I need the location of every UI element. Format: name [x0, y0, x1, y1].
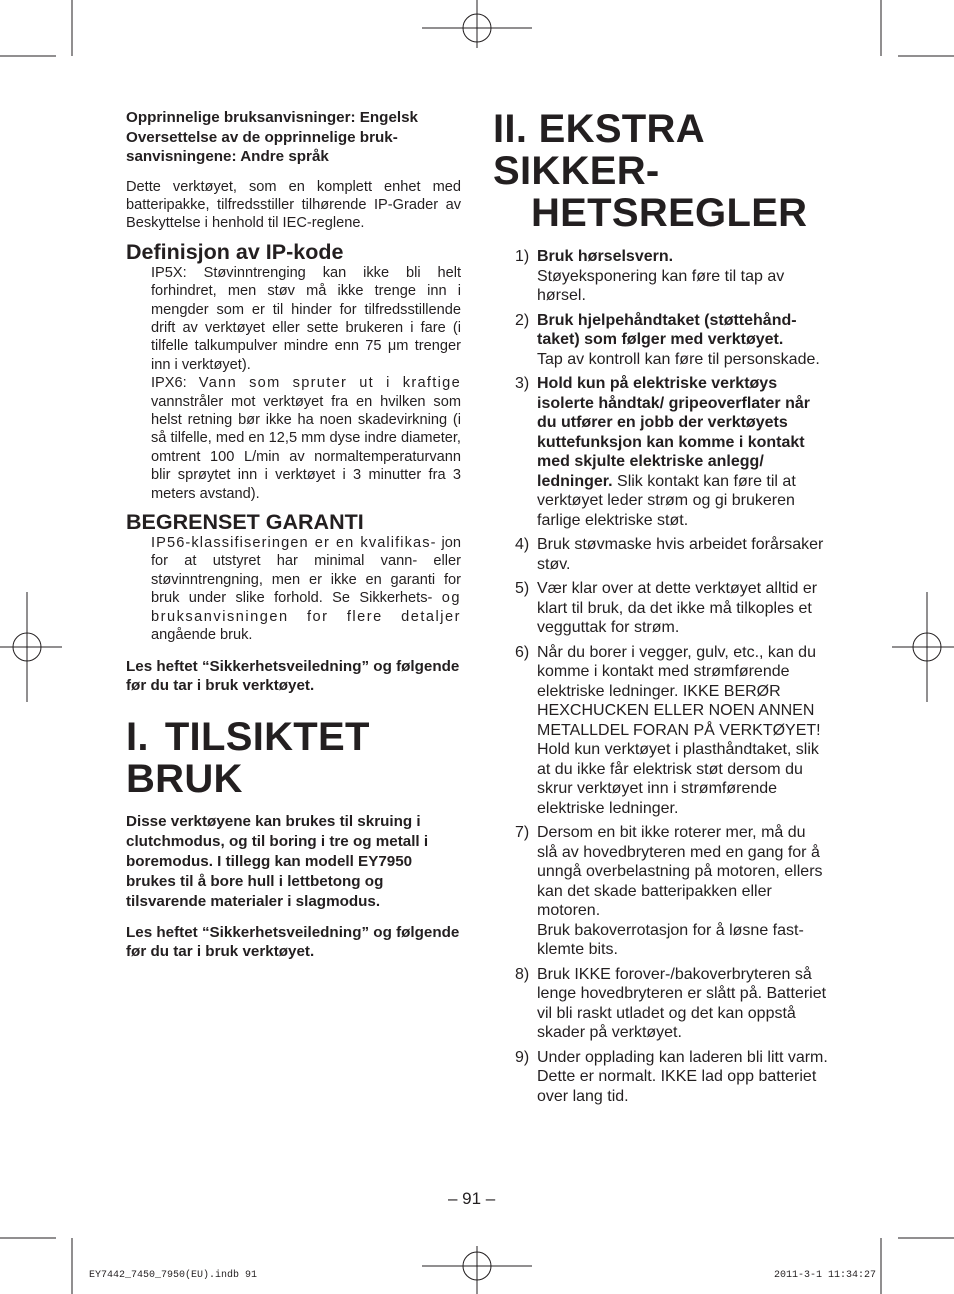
item-number: 7 ): [515, 823, 537, 843]
safety-note-1: Les heftet “Sikkerhetsveiledning” og følgende før du tar i bruk verktøyet.: [126, 658, 460, 695]
item-number: 4 ): [515, 535, 537, 555]
item-number: 6 ): [515, 643, 537, 663]
section-2-title-line1: II. EKSTRA SIKKER-: [493, 107, 704, 193]
list-item: [493, 374, 829, 530]
item-number: 1 ): [515, 247, 537, 267]
ip-code-definitions: [151, 264, 461, 503]
item-number: 5 ): [515, 579, 537, 599]
list-item: [493, 247, 829, 306]
warranty-text: [151, 534, 461, 644]
item-number: 8 ): [515, 965, 537, 985]
intended-use-text: Disse verktøyene kan brukes til skruing i clutchmodus, og til boring i tre og metall i boremodus. I tillegg kan modell EY7950 brukes til å bore hull i lettbetong og tilsvarende materialer i slagmodus.: [126, 812, 429, 910]
safety-rules-list: [493, 247, 829, 1106]
ip-code-heading: Definisjon av IP-kode: [126, 239, 344, 264]
footer-timestamp: 2011-3-1 11:34:27: [774, 1270, 877, 1281]
warranty-heading: BEGRENSET GARANTI: [126, 510, 364, 534]
warranty-text-line1: IP56-klassifiseringen er en kvalifikas-: [151, 535, 437, 551]
ipx6-rest-text: vannstråler mot verktøyet fra en hvilken som helst retning bør ikke ha noen skadevirkning (i så tilfelle, med en 12,5 mm dyse indre diameter, omtrent 100 L/min av normaltemperaturvann blir sprøytet inn i verktøyet i 3 minutter fra 3 meters avstand).: [151, 393, 461, 502]
ipx6-label: IPX6:: [151, 375, 187, 392]
list-item: [493, 643, 829, 819]
safety-note-2: Les heftet “Sikkerhetsveiledning” og følgende før du tar i bruk verktøyet.: [126, 923, 460, 961]
section-2-heading: [493, 108, 829, 234]
warranty-text-part3: og bruksanvisningen for flere detaljer: [151, 590, 461, 625]
intro-title: Opprinnelige bruksanvisninger: Engelsk Oversettelse av de opprinnelige bruksanvisningene: Andre språk: [126, 109, 419, 165]
item-number: 9 ): [515, 1048, 537, 1068]
warranty-text-part2: jon for at utstyret har minimal vann- eller støvinntrengning, men er ikke en garanti for bruk under slike forhold. Se Sikkerhets-: [151, 535, 461, 607]
ip5x-definition: IP5X: Støvinntrenging kan ikke bli helt forhindret, men støv må ikke trenge inn i mengder som er til hinder for tilfredsstillende drift av verktøyet eller sette brukeren i fare (i tilfelle talkumpulver mindre enn 75 μm trenger inn i verktøyet).: [151, 264, 461, 373]
item-text: Slik kontakt kan føre til at verktøyet leder strøm og gi brukeren farlige elektriske støt.: [537, 472, 796, 529]
section-1-number: I.: [126, 714, 149, 759]
list-item: [493, 1048, 829, 1107]
item-text: Når du borer i vegger, gulv, etc., kan du komme i kontakt med strømførende elektriske ledninger. IKKE BERØR HEXCHUCKEN ELLER NOEN ANNEN METALLDEL FORAN PÅ VERKTØYET! Hold kun verktøyet i plasthåndtaket, slik at du ikke får elektrisk støt dersom du skrur verktøyet inn i strømførende elektriske ledninger.: [537, 643, 821, 817]
item-bold-text: Bruk hjelpehåndtaket (støttehåndtaket) som følger med verktøyet.: [537, 311, 797, 348]
list-item: [493, 535, 829, 574]
ipx6-spaced-text: Vann som spruter ut i kraftige: [186, 375, 461, 392]
list-item: [493, 823, 829, 960]
list-item: [493, 965, 829, 1043]
list-item: [493, 579, 829, 638]
item-text: Dersom en bit ikke roterer mer, må du slå av hovedbryteren med en gang for å unngå overbelastning på motoren, ellers kan det skade batteripakken eller motoren.: [537, 824, 823, 919]
item-text: Vær klar over at dette verktøyet alltid er klart til bruk, da det ikke må tilkoples et vegguttak for strøm.: [537, 580, 818, 636]
warranty-text-part4: angående bruk.: [151, 627, 253, 644]
intro-paragraph: Dette verktøyet, som en komplett enhet med batteripakke, tilfredsstiller tilhørende IP-Grader av Beskyttelse i henhold til IEC-reglene.: [126, 178, 461, 232]
page-number: – 91 –: [448, 1189, 496, 1208]
footer-file-info: EY7442_7450_7950(EU).indb 91: [89, 1270, 258, 1281]
section-1-title: TILSIKTET BRUK: [126, 714, 370, 801]
item-text: Bruk støvmaske hvis arbeidet forårsaker støv.: [537, 536, 824, 573]
item-text: Tap av kontroll kan føre til personskade.: [537, 350, 820, 368]
right-column: [493, 108, 829, 1111]
section-1-heading: [126, 716, 461, 800]
ipx6-definition: [151, 374, 461, 503]
item-bold-text: Bruk hørselsvern.: [537, 248, 674, 265]
item-number: 2 ): [515, 311, 537, 331]
item-number: 3 ): [515, 374, 537, 394]
section-2-title-line2: HETSREGLER: [531, 191, 808, 235]
left-column: [126, 108, 461, 962]
item-text: Under opplading kan laderen bli litt varm. Dette er normalt. IKKE lad opp batteriet over lang tid.: [537, 1048, 828, 1105]
item-bold-text: Hold kun på elektriske verktøys isolerte håndtak/ gripeoverflater når du utfører en jobb der verktøyets kuttefunksjon kan komme i kontakt med skjulte elektriske anlegg/ ledninger.: [537, 375, 810, 490]
item-text: Støyeksponering kan føre til tap av hørsel.: [537, 267, 785, 304]
list-item: [493, 311, 829, 370]
item-text-extra: Bruk bakoverrotasjon for å løsne fastklemte bits.: [537, 921, 804, 958]
item-text: Bruk IKKE forover-/bakoverbryteren så lenge hovedbryteren er slått på. Batteriet vil bli raskt utladet og det kan oppstå skader på verktøyet.: [537, 965, 827, 1041]
